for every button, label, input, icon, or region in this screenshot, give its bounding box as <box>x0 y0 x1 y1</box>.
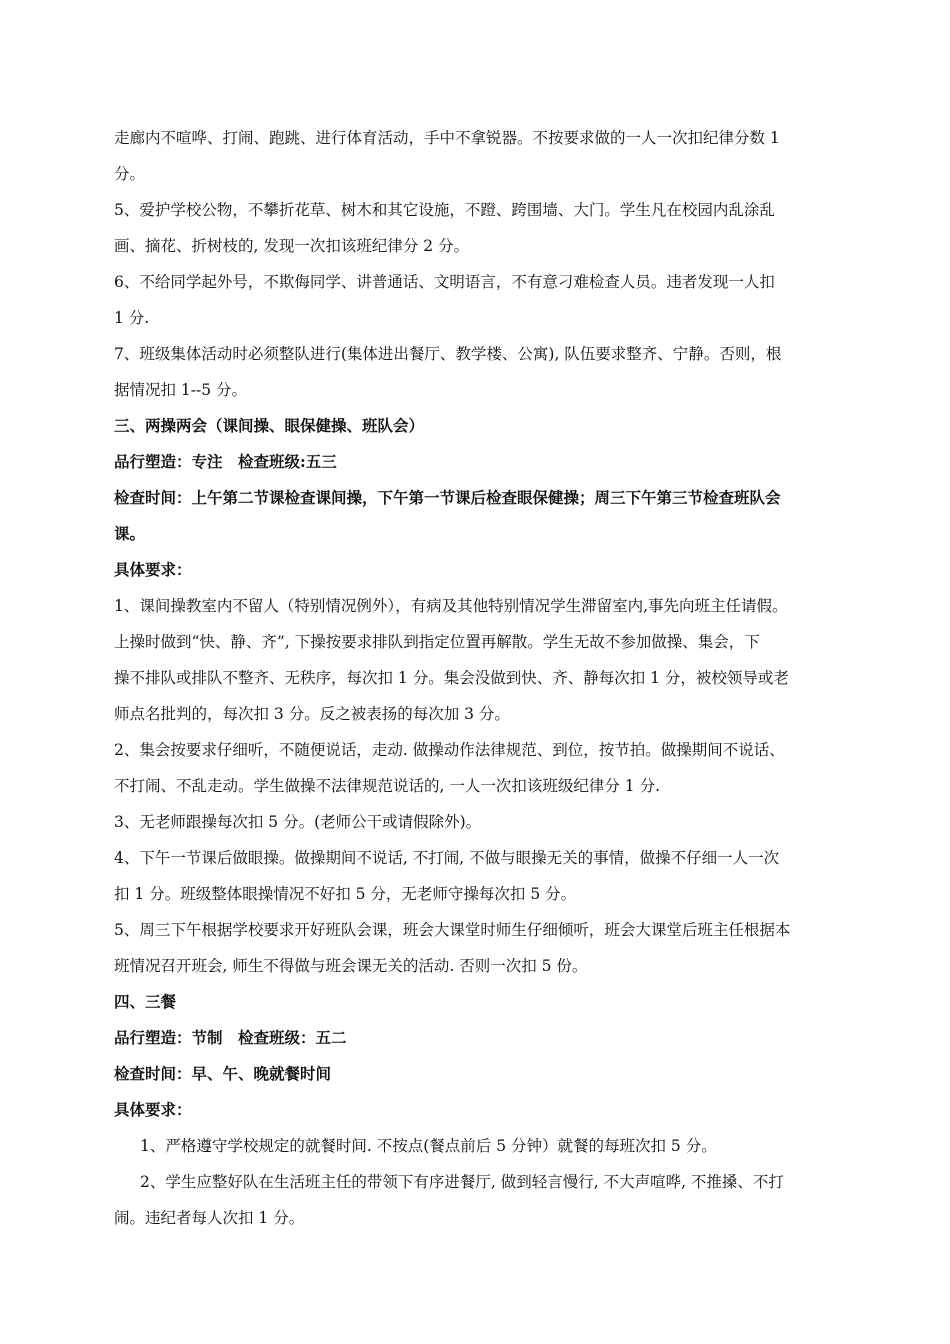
text-line: 操不排队或排队不整齐、无秩序，每次扣 1 分。集会没做到快、齐、静每次扣 1 分，被校领导或老 <box>114 669 789 687</box>
check-time-continued: 课。 <box>114 524 146 543</box>
text-line: 3、无老师跟操每次扣 5 分。(老师公干或请假除外)。 <box>114 813 482 831</box>
text-line: 2、学生应整好队在生活班主任的带领下有序进餐厅, 做到轻言慢行, 不大声喧哗, 不推搡、不打 <box>140 1173 784 1191</box>
text-line: 分。 <box>114 165 146 183</box>
text-line: 师点名批判的，每次扣 3 分。反之被表扬的每次加 3 分。 <box>114 705 510 723</box>
text-line: 据情况扣 1--5 分。 <box>114 381 248 399</box>
section-heading: 四、三餐 <box>114 992 177 1011</box>
text-line: 2、集会按要求仔细听，不随便说话，走动. 做操动作法律规范、到位，按节拍。做操期间不说话、 <box>114 741 785 759</box>
text-line: 画、摘花、折树枝的, 发现一次扣该班纪律分 2 分。 <box>114 237 470 255</box>
section-heading: 三、两操两会（课间操、眼保健操、班队会） <box>114 416 425 435</box>
check-time: 检查时间：上午第二节课检查课间操，下午第一节课后检查眼保健操；周三下午第三节检查班队会 <box>114 488 781 507</box>
text-line: 闹。违纪者每人次扣 1 分。 <box>114 1209 305 1227</box>
text-line: 1 分. <box>114 309 150 327</box>
text-line: 6、不给同学起外号，不欺侮同学、讲普通话、文明语言，不有意刁难检查人员。违者发现一人扣 <box>114 273 775 291</box>
character-check-info: 品行塑造：节制 检查班级：五二 <box>114 1028 347 1047</box>
text-line: 扣 1 分。班级整体眼操情况不好扣 5 分，无老师守操每次扣 5 分。 <box>114 885 577 903</box>
text-line: 不打闹、不乱走动。学生做操不法律规范说话的, 一人一次扣该班级纪律分 1 分. <box>114 777 660 795</box>
text-line: 上操时做到“快、静、齐”, 下操按要求排队到指定位置再解散。学生无故不参加做操、集会，下 <box>114 633 760 651</box>
text-line: 1、课间操教室内不留人（特别情况例外），有病及其他特别情况学生滞留室内,事先向班主任请假。 <box>114 597 788 615</box>
text-line: 4、下午一节课后做眼操。做操期间不说话, 不打闹, 不做与眼操无关的事情，做操不仔细一人一次 <box>114 849 780 867</box>
text-line: 班情况召开班会, 师生不得做与班会课无关的活动. 否则一次扣 5 份。 <box>114 957 588 975</box>
requirements-heading: 具体要求： <box>114 1100 192 1119</box>
text-line: 走廊内不喧哗、打闹、跑跳、进行体育活动，手中不拿锐器。不按要求做的一人一次扣纪律分数 1 <box>114 129 780 147</box>
text-line: 5、周三下午根据学校要求开好班队会课，班会大课堂时师生仔细倾听，班会大课堂后班主任根据本 <box>114 921 791 939</box>
character-check-info: 品行塑造：专注 检查班级:五三 <box>114 452 337 471</box>
requirements-heading: 具体要求： <box>114 560 192 579</box>
text-line: 1、严格遵守学校规定的就餐时间. 不按点(餐点前后 5 分钟）就餐的每班次扣 5 分。 <box>140 1137 717 1155</box>
text-line: 7、班级集体活动时必须整队进行(集体进出餐厅、教学楼、公寓), 队伍要求整齐、宁静。否则，根 <box>114 345 782 363</box>
text-line: 5、爱护学校公物，不攀折花草、树木和其它设施，不蹬、跨围墙、大门。学生凡在校园内乱涂乱 <box>114 201 775 219</box>
check-time: 检查时间：早、午、晚就餐时间 <box>114 1064 332 1083</box>
document-body <box>114 120 844 1236</box>
